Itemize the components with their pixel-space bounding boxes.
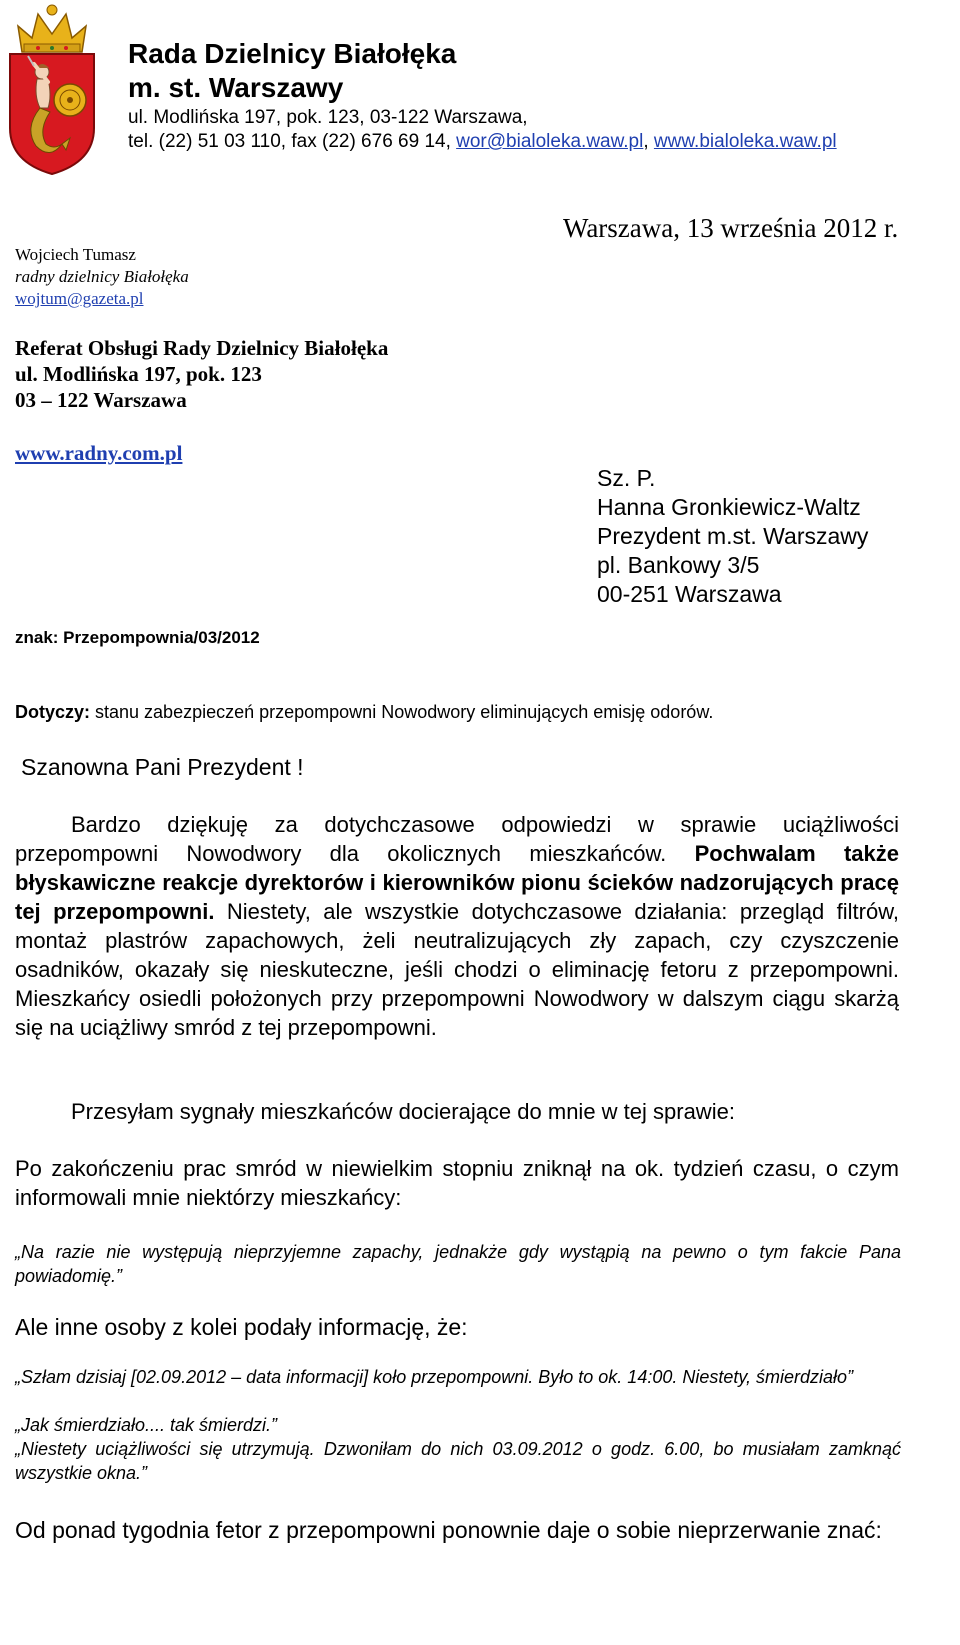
reference-number: znak: Przepompownia/03/2012 <box>15 628 260 647</box>
recipient-salutation: Sz. P. <box>597 465 656 491</box>
recipient-street: pl. Bankowy 3/5 <box>597 552 760 578</box>
resident-quote-1: „Na razie nie występują nieprzyjemne zapachy, jednakże gdy wystąpią na pewno o tym fakcie Pana powiadomię.” <box>15 1242 901 1286</box>
office-street: ul. Modlińska 197, pok. 123 <box>15 362 262 386</box>
crown-icon <box>18 5 86 52</box>
council-city: m. st. Warszawy <box>128 72 344 103</box>
office-city: 03 – 122 Warszawa <box>15 388 187 412</box>
letter-date: Warszawa, 13 września 2012 r. <box>563 213 899 243</box>
subject-line <box>15 700 713 724</box>
body-paragraph-1 <box>15 810 899 1042</box>
resident-quote-4: „Niestety uciążliwości się utrzymują. Dzwoniłam do nich 03.09.2012 o godz. 6.00, bo musiałam zamknąć wszystkie okna.” <box>15 1439 901 1483</box>
paragraph-1-bold: Pochwalam także błyskawiczne reakcje dyrektorów i kierowników pionu ścieków nadzorujących pracę tej przepompowni. <box>15 841 899 924</box>
greeting: Szanowna Pani Prezydent ! <box>21 754 304 780</box>
sender-role: radny dzielnicy Białołęka <box>15 267 189 286</box>
separator: , <box>643 131 654 152</box>
resident-quote-2: „Szłam dzisiaj [02.09.2012 – data informacji] koło przepompowni. Było to ok. 14:00. Niestety, śmierdziało” <box>15 1367 854 1387</box>
council-contact <box>128 130 837 154</box>
signals-intro: Przesyłam sygnały mieszkańców docierające do mnie w tej sprawie: <box>71 1099 735 1124</box>
recipient-title: Prezydent m.st. Warszawy <box>597 523 869 549</box>
council-name: Rada Dzielnicy Białołęka <box>128 38 457 69</box>
council-email-link[interactable]: wor@bialoleka.waw.pl <box>456 131 644 152</box>
subject-label: Dotyczy: <box>15 702 91 722</box>
body-paragraph-3: Od ponad tygodnia fetor z przepompowni ponownie daje o sobie nieprzerwanie znać: <box>15 1517 882 1543</box>
council-phone-fax: tel. (22) 51 03 110, fax (22) 676 69 14, <box>128 131 457 152</box>
sender-email-link[interactable]: wojtum@gazeta.pl <box>15 289 144 308</box>
office-website-link[interactable]: www.radny.com.pl <box>15 441 183 465</box>
council-address: ul. Modlińska 197, pok. 123, 03-122 Warszawa, <box>128 107 528 128</box>
subject-text: stanu zabezpieczeń przepompowni Nowodwory eliminujących emisję odorów. <box>90 702 714 722</box>
office-name: Referat Obsługi Rady Dzielnicy Białołęka <box>15 336 389 360</box>
body-paragraph-2: Po zakończeniu prac smród w niewielkim stopniu zniknął na ok. tydzień czasu, o czym informowali mnie niektórzy mieszkańcy: <box>15 1156 899 1210</box>
sender-name: Wojciech Tumasz <box>15 245 136 264</box>
warsaw-mermaid-crest-icon <box>4 0 100 176</box>
paragraph-1-part-2: Niestety, ale wszystkie dotychczasowe działania: przegląd filtrów, montaż plastrów zapachowych, żeli neutralizujących zły zapach, czy czyszczenie osadników, okazały się nieskuteczne, jeśli chodzi o eliminację fetoru z przepompowni. Mieszkańcy osiedli położonych przy przepompowni Nowodwory w dalszym ciągu skarżą się na uciążliwy smród z tej przepompowni. <box>15 899 899 1040</box>
recipient-city: 00-251 Warszawa <box>597 581 782 607</box>
recipient-name: Hanna Gronkiewicz-Waltz <box>597 494 861 520</box>
resident-quote-3: „Jak śmierdziało.... tak śmierdzi.” <box>15 1415 278 1435</box>
others-intro: Ale inne osoby z kolei podały informację, że: <box>15 1314 468 1340</box>
paragraph-1-part-1: Bardzo dziękuję za dotychczasowe odpowiedzi w sprawie uciążliwości przepompowni Nowodwory dla okolicznych mieszkańców. <box>15 812 899 866</box>
council-website-link[interactable]: www.bialoleka.waw.pl <box>653 131 837 152</box>
round-shield-icon <box>54 84 86 116</box>
